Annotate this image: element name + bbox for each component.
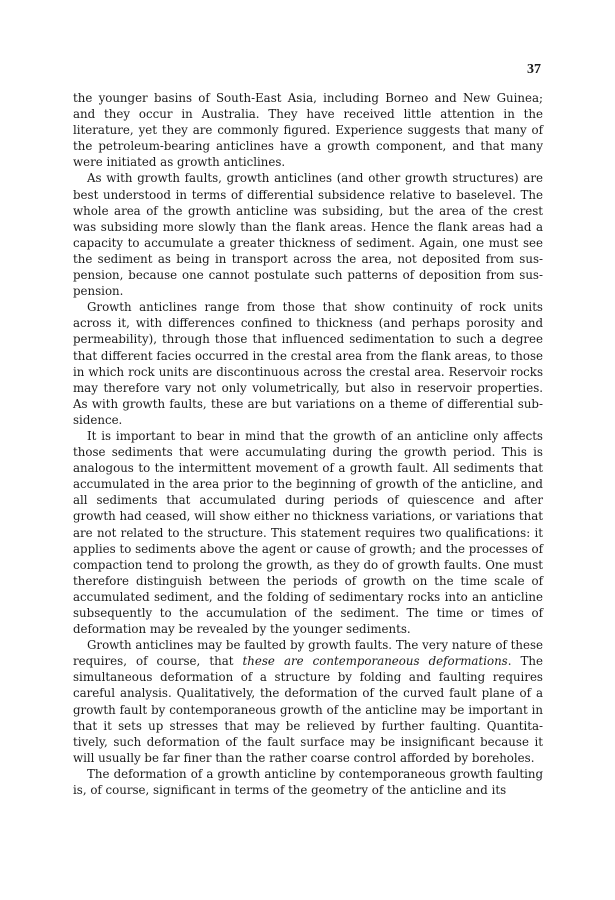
page-number: 37 [527, 62, 541, 77]
paragraph [73, 90, 543, 170]
paragraph-text: the younger basins of South-East Asia, including Borneo and New Guinea; and they occur in Australia. They have received little attention in the literature, yet they are commonly figured. Experience suggests that many of the petroleum-bearing anticlines have a growth component, and that many were initiated as growth anticlines. [73, 91, 543, 170]
paragraph [73, 299, 543, 428]
paragraph-text: Growth anticlines range from those that show continuity of rock units across it, with differences confined to thickness (and perhaps porosity and permeability), through those that influenced sedimentation to such a degree that different facies occurred in the crestal area from the flank areas, to those in which rock units are discontinuous across the crestal area. Reservoir rocks may therefore vary not only volumetrically, but also in reservoir properties. As with growth faults, these are but variations on a theme of differential subsidence. [73, 300, 543, 427]
emphasized-text: these are contemporaneous deformations [242, 654, 508, 669]
paragraph-text: It is important to bear in mind that the growth of an anticline only affects those sediments that were accumulating during the growth period. This is analogous to the intermittent movement of a growth fault. All sediments that accumulated in the area prior to the beginning of growth of the anticline, and all sediments that accumulated during periods of quiescence and after growth had ceased, will show either no thickness variations, or variations that are not related to the structure. This statement requires two qualifications: it applies to sediments above the agent or cause of growth; and the processes of compaction tend to prolong the growth, as they do of growth faults. One must therefore distinguish between the periods of growth on the time scale of accumulated sediment, and the folding of sedimentary rocks into an anticline subsequently to the accumulation of the sediment. The time or times of deformation may be revealed by the younger sediments. [73, 428, 543, 637]
paragraph-text: As with growth faults, growth anticlines (and other growth structures) are best understood in terms of differential subsidence relative to baselevel. The whole area of the growth anticline was subsiding, but the area of the crest was subsiding more slowly than the flank areas. Hence the flank areas had a capacity to accumulate a greater thickness of sediment. Again, one must see the sediment as being in transport across the area, not deposited from suspension, because one cannot postulate such patterns of deposition from suspension. [73, 171, 543, 299]
paragraph-text: . The simultaneous deformation of a structure by folding and faulting requires careful analysis. Qualitatively, the deformation of the curved fault plane of a growth fault by contemporaneous growth of the anticline may be important in that it sets up stresses that may be relieved by further faulting. Quantitatively, such deformation of the fault surface may be insignificant because it will usually be far finer than the rather coarse control afforded by boreholes. [73, 654, 543, 765]
paragraph [73, 766, 543, 798]
body-text [73, 90, 543, 798]
paragraph-text: Growth anticlines may be faulted by growth faults. The very nature of these requires, of course, that [73, 638, 543, 669]
paragraph [73, 170, 543, 299]
paragraph [73, 637, 543, 766]
paragraph-text: The deformation of a growth anticline by contemporaneous growth faulting is, of course, significant in terms of the geometry of the anticline and its [73, 766, 543, 798]
paragraph [73, 428, 543, 637]
